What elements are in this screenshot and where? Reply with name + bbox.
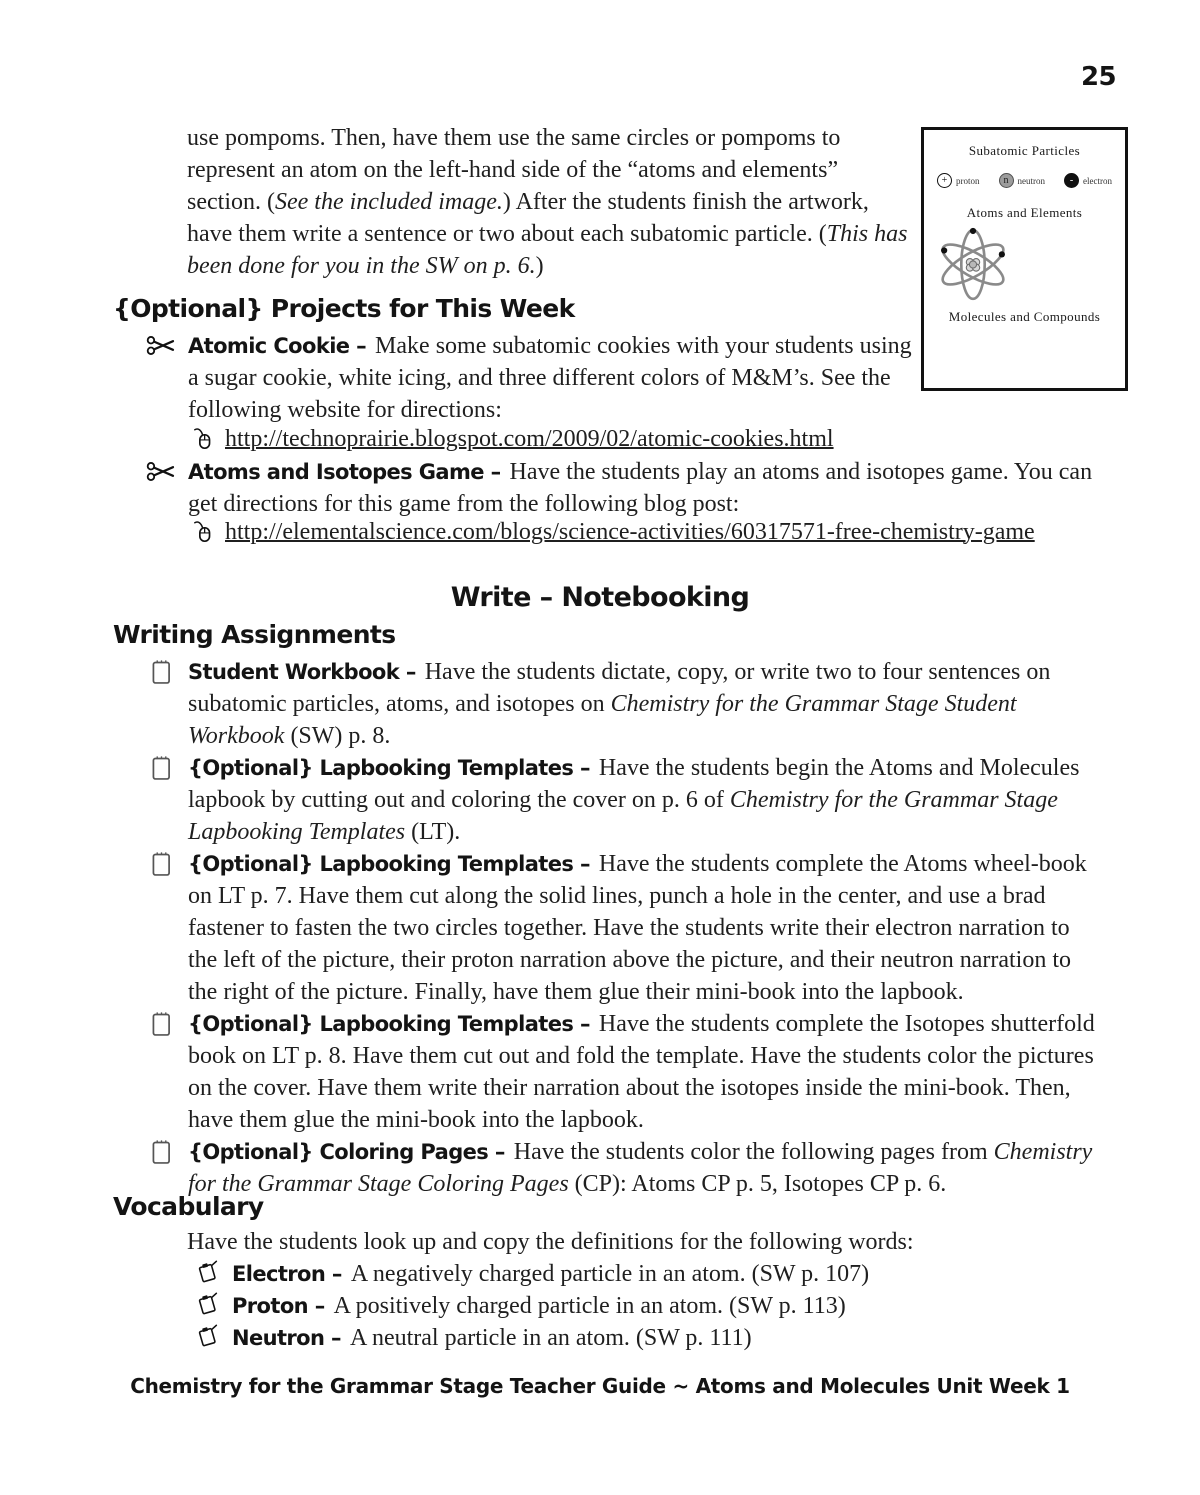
- section-heading-projects: {Optional} Projects for This Week: [113, 294, 575, 323]
- project-text: Make some subatomic cookies with your students using a sugar cookie, white icing, and three different colors of M&M’s. See the following website for directions:: [188, 333, 912, 423]
- mouse-icon: [192, 424, 216, 456]
- vocab-item: [232, 1290, 1112, 1322]
- project-lead: Atomic Cookie –: [188, 334, 367, 358]
- particle-label: electron: [1083, 175, 1112, 186]
- page-number: 25: [1081, 62, 1116, 92]
- assignment-text: Have the students color the following pages from Chemistry for the Grammar Stage Coloring Pages (CP): Atoms CP p. 5, Isotopes CP p. 6.: [188, 1139, 1093, 1197]
- external-link[interactable]: http://elementalscience.com/blogs/science-activities/60317571-free-chemistry-game: [225, 519, 1035, 545]
- particle-electron: [1064, 173, 1112, 188]
- particle-label: proton: [956, 175, 980, 186]
- vocab-lead: Neutron –: [232, 1326, 341, 1350]
- figure-title-molecules-compounds: Molecules and Compounds: [948, 309, 1101, 324]
- notepad-icon: [152, 1139, 171, 1174]
- assignment-item: [188, 656, 1100, 752]
- assignment-text: Have the students complete the Atoms wheel-book on LT p. 7. Have them cut along the solid lines, punch a hole in the center, and use a brad fastener to fasten the two circles together. Have the students write their electron narration to the left of the picture, their proton narration above the picture, and their neutron narration to the right of the picture. Finally, have them glue their mini-book into the lapbook.: [188, 851, 1087, 1005]
- scissors-icon: [146, 334, 177, 366]
- writing-assignments-heading: Writing Assignments: [113, 620, 396, 649]
- vocab-text: A neutral particle in an atom. (SW p. 111): [349, 1325, 752, 1351]
- assignment-lead: {Optional} Lapbooking Templates –: [188, 1012, 590, 1036]
- clipboard-pencil-icon: [196, 1324, 219, 1356]
- project-lead: Atoms and Isotopes Game –: [188, 460, 501, 484]
- clipboard-pencil-icon: [196, 1260, 219, 1292]
- assignment-lead: Student Workbook –: [188, 660, 416, 684]
- write-notebooking-heading: Write – Notebooking: [450, 582, 750, 613]
- project-item: [188, 330, 914, 426]
- mouse-icon: [192, 517, 216, 549]
- notepad-icon: [152, 1011, 171, 1046]
- vocab-item: [232, 1258, 1112, 1290]
- vocab-lead: Electron –: [232, 1262, 342, 1286]
- vocab-text: A negatively charged particle in an atom. (SW p. 107): [350, 1261, 870, 1287]
- assignment-item: [188, 752, 1100, 848]
- notepad-icon: [152, 755, 171, 790]
- notepad-icon: [152, 851, 171, 886]
- vocabulary-heading: Vocabulary: [113, 1192, 264, 1221]
- assignment-item: [188, 848, 1100, 1008]
- assignment-text: Have the students dictate, copy, or write two to four sentences on subatomic particles, atoms, and isotopes on Chemistry for the Grammar Stage Student Workbook (SW) p. 8.: [188, 659, 1051, 749]
- figure-title-subatomic-particles: Subatomic Particles: [968, 143, 1081, 158]
- link-row: [192, 517, 1035, 549]
- neutron-icon: n: [999, 173, 1014, 188]
- particle-label: neutron: [1017, 175, 1045, 186]
- assignment-item: [188, 1008, 1100, 1136]
- particle-proton: [937, 173, 980, 188]
- assignment-item: [188, 1136, 1100, 1200]
- project-item: [188, 456, 1093, 520]
- external-link[interactable]: http://technoprairie.blogspot.com/2009/02/atomic-cookies.html: [225, 426, 834, 452]
- vocab-lead: Proton –: [232, 1294, 325, 1318]
- assignment-text: Have the students begin the Atoms and Molecules lapbook by cutting out and coloring the cover on p. 6 of Chemistry for the Grammar Stage Lapbooking Templates (LT).: [188, 755, 1080, 845]
- notepad-icon: [152, 659, 171, 694]
- link-row: [192, 424, 834, 456]
- figure-title-atoms-elements: Atoms and Elements: [966, 205, 1083, 220]
- vocabulary-intro: Have the students look up and copy the definitions for the following words:: [187, 1229, 914, 1255]
- particle-legend: [924, 173, 1125, 188]
- assignment-lead: {Optional} Coloring Pages –: [188, 1140, 505, 1164]
- assignment-lead: {Optional} Lapbooking Templates –: [188, 852, 590, 876]
- clipboard-pencil-icon: [196, 1292, 219, 1324]
- atom-diagram-icon: [934, 227, 1014, 307]
- electron-icon: -: [1064, 173, 1079, 188]
- intro-paragraph: use pompoms. Then, have them use the same circles or pompoms to represent an atom on the left-hand side of the “atoms and elements” section. (See the included image.) After the students finish the artwork, have them write a sentence or two about each subatomic particle. (This has been done for you in the SW on p. 6.): [187, 125, 908, 279]
- project-text: Have the students play an atoms and isotopes game. You can get directions for this game from the following blog post:: [188, 459, 1093, 517]
- assignment-text: Have the students complete the Isotopes shutterfold book on LT p. 8. Have them cut out and fold the template. Have the students color the pictures on the cover. Have them write their narration about the isotopes inside the mini-book. Then, have them glue the mini-book into the lapbook.: [188, 1011, 1095, 1133]
- assignment-lead: {Optional} Lapbooking Templates –: [188, 756, 590, 780]
- vocab-item: [232, 1322, 1112, 1354]
- figure-box: [921, 127, 1128, 391]
- particle-neutron: [999, 173, 1046, 188]
- footer-text: Chemistry for the Grammar Stage Teacher Guide ~ Atoms and Molecules Unit Week 1: [130, 1374, 1070, 1398]
- scissors-icon: [146, 460, 177, 492]
- proton-icon: +: [937, 173, 952, 188]
- vocab-text: A positively charged particle in an atom. (SW p. 113): [333, 1293, 846, 1319]
